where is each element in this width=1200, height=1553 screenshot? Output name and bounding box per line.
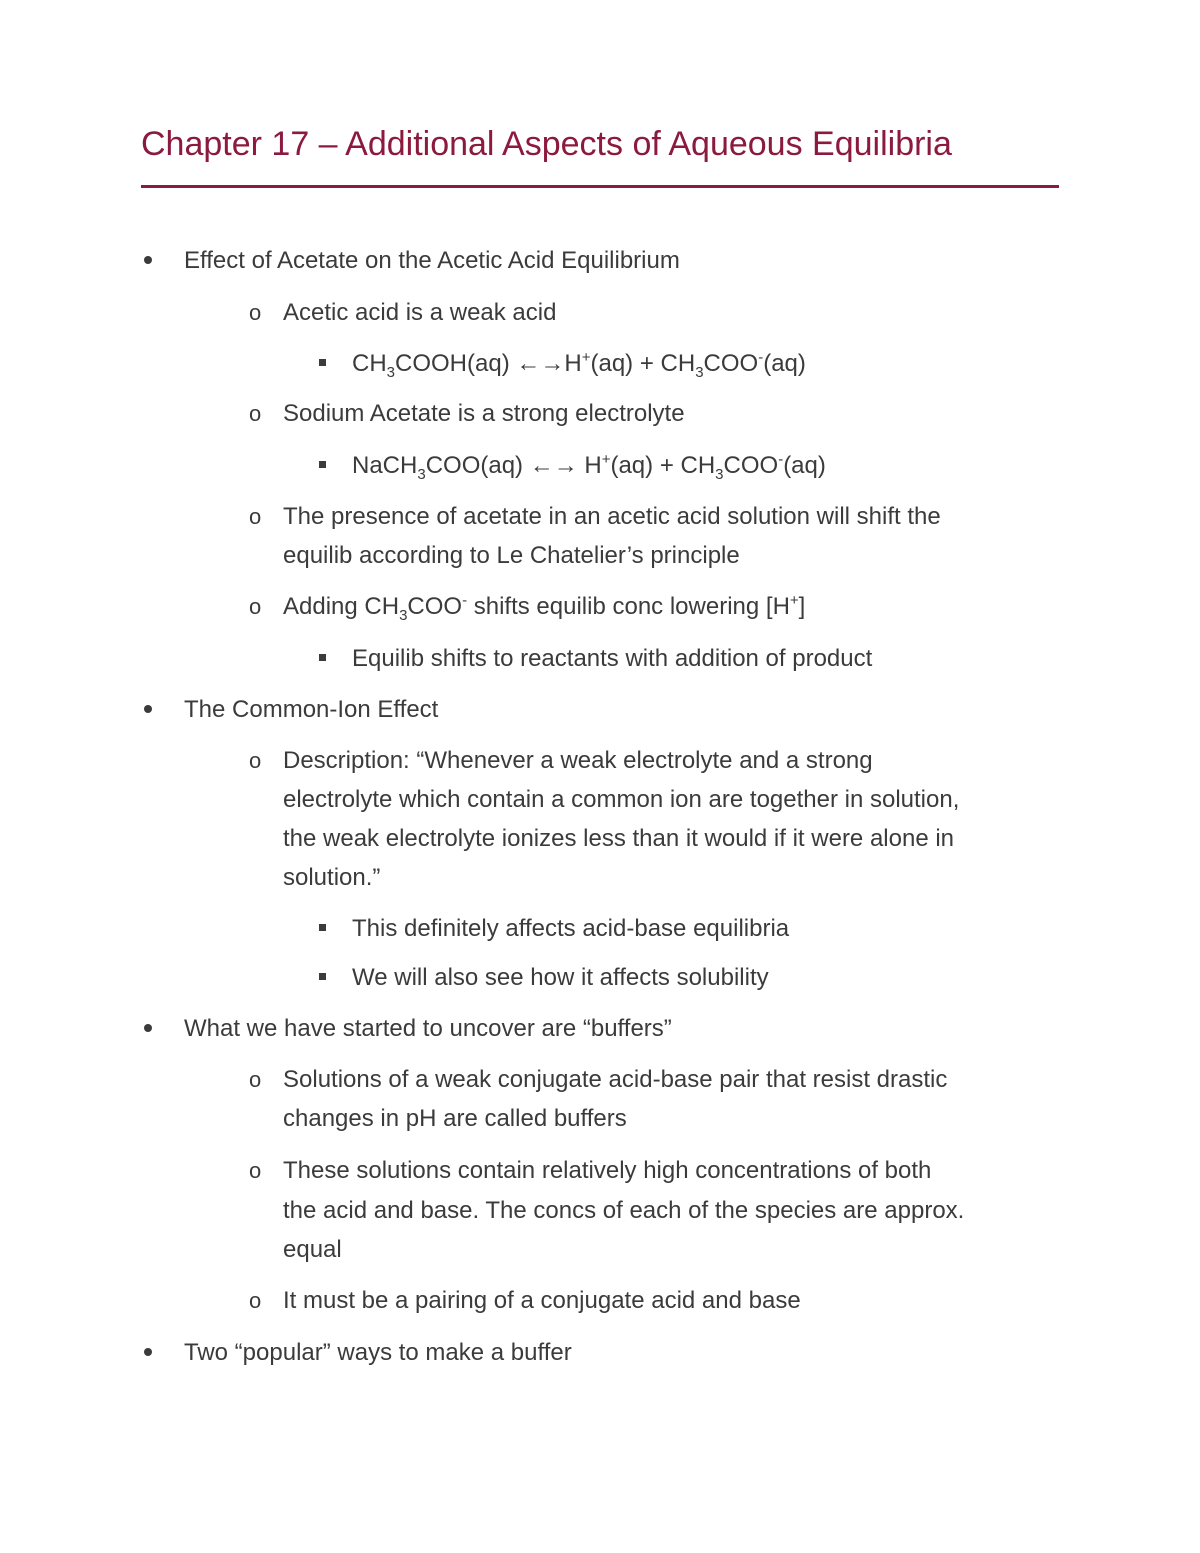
section-heading: What we have started to uncover are “buffers” bbox=[184, 1015, 672, 1042]
point-text: electrolyte which contain a common ion are together in solution, bbox=[283, 786, 960, 813]
equation-line: $CH_3COOH(aq)$ ←→H+(aq) + $CH_3COO^-(aq)$ bbox=[352, 349, 806, 381]
bullet-dot-icon bbox=[144, 256, 152, 264]
point-text: It must be a pairing of a conjugate acid and base bbox=[283, 1287, 801, 1314]
bullet-dot-icon bbox=[144, 705, 152, 713]
square-bullet-icon bbox=[319, 359, 326, 366]
point-text: Description: “Whenever a weak electrolyte and a strong bbox=[283, 747, 873, 774]
point-text: solution.” bbox=[283, 864, 381, 891]
section-heading: The Common-Ion Effect bbox=[184, 696, 439, 723]
equation-line: NaCH$_3$COO(aq) ←→ $H^+(aq) + CH_3COO^-(aq)$ bbox=[352, 451, 826, 483]
point-text: These solutions contain relatively high concentrations of both bbox=[283, 1157, 932, 1184]
point-text: Solutions of a weak conjugate acid-base pair that resist drastic bbox=[283, 1066, 948, 1093]
point-text: The presence of acetate in an acetic acid solution will shift the bbox=[283, 503, 941, 530]
circle-bullet-icon: o bbox=[249, 1067, 262, 1092]
point-text: Adding $CH_3COO^-$ shifts equilib conc lowering [H+] bbox=[283, 592, 806, 624]
subpoint-text: Equilib shifts to reactants with addition of product bbox=[352, 645, 873, 672]
square-bullet-icon bbox=[319, 654, 326, 661]
circle-bullet-icon: o bbox=[249, 748, 262, 773]
subpoint-text: This definitely affects acid-base equilibria bbox=[352, 915, 790, 942]
circle-bullet-icon: o bbox=[249, 300, 262, 325]
title-underline bbox=[141, 185, 1059, 188]
point-text: equal bbox=[283, 1236, 342, 1263]
point-text: Acetic acid is a weak acid bbox=[283, 299, 557, 326]
subpoint-text: We will also see how it affects solubility bbox=[352, 964, 769, 991]
point-text: changes in pH are called buffers bbox=[283, 1105, 627, 1132]
circle-bullet-icon: o bbox=[249, 1288, 262, 1313]
point-text: the weak electrolyte ionizes less than it would if it were alone in bbox=[283, 825, 955, 852]
circle-bullet-icon: o bbox=[249, 594, 262, 619]
page-title: Chapter 17 – Additional Aspects of Aqueous Equilibria bbox=[141, 125, 952, 163]
double-arrow-icon: ←→ bbox=[516, 350, 565, 377]
bullet-dot-icon bbox=[144, 1024, 152, 1032]
square-bullet-icon bbox=[319, 973, 326, 980]
circle-bullet-icon: o bbox=[249, 504, 262, 529]
section-heading: Two “popular” ways to make a buffer bbox=[184, 1339, 572, 1366]
point-text: equilib according to Le Chatelier’s principle bbox=[283, 542, 740, 569]
square-bullet-icon bbox=[319, 461, 326, 468]
double-arrow-icon: ←→ bbox=[529, 452, 578, 479]
square-bullet-icon bbox=[319, 924, 326, 931]
circle-bullet-icon: o bbox=[249, 1158, 262, 1183]
section-heading: Effect of Acetate on the Acetic Acid Equilibrium bbox=[184, 247, 680, 274]
point-text: the acid and base. The concs of each of the species are approx. bbox=[283, 1197, 965, 1224]
circle-bullet-icon: o bbox=[249, 401, 262, 426]
point-text: Sodium Acetate is a strong electrolyte bbox=[283, 400, 685, 427]
bullet-dot-icon bbox=[144, 1348, 152, 1356]
